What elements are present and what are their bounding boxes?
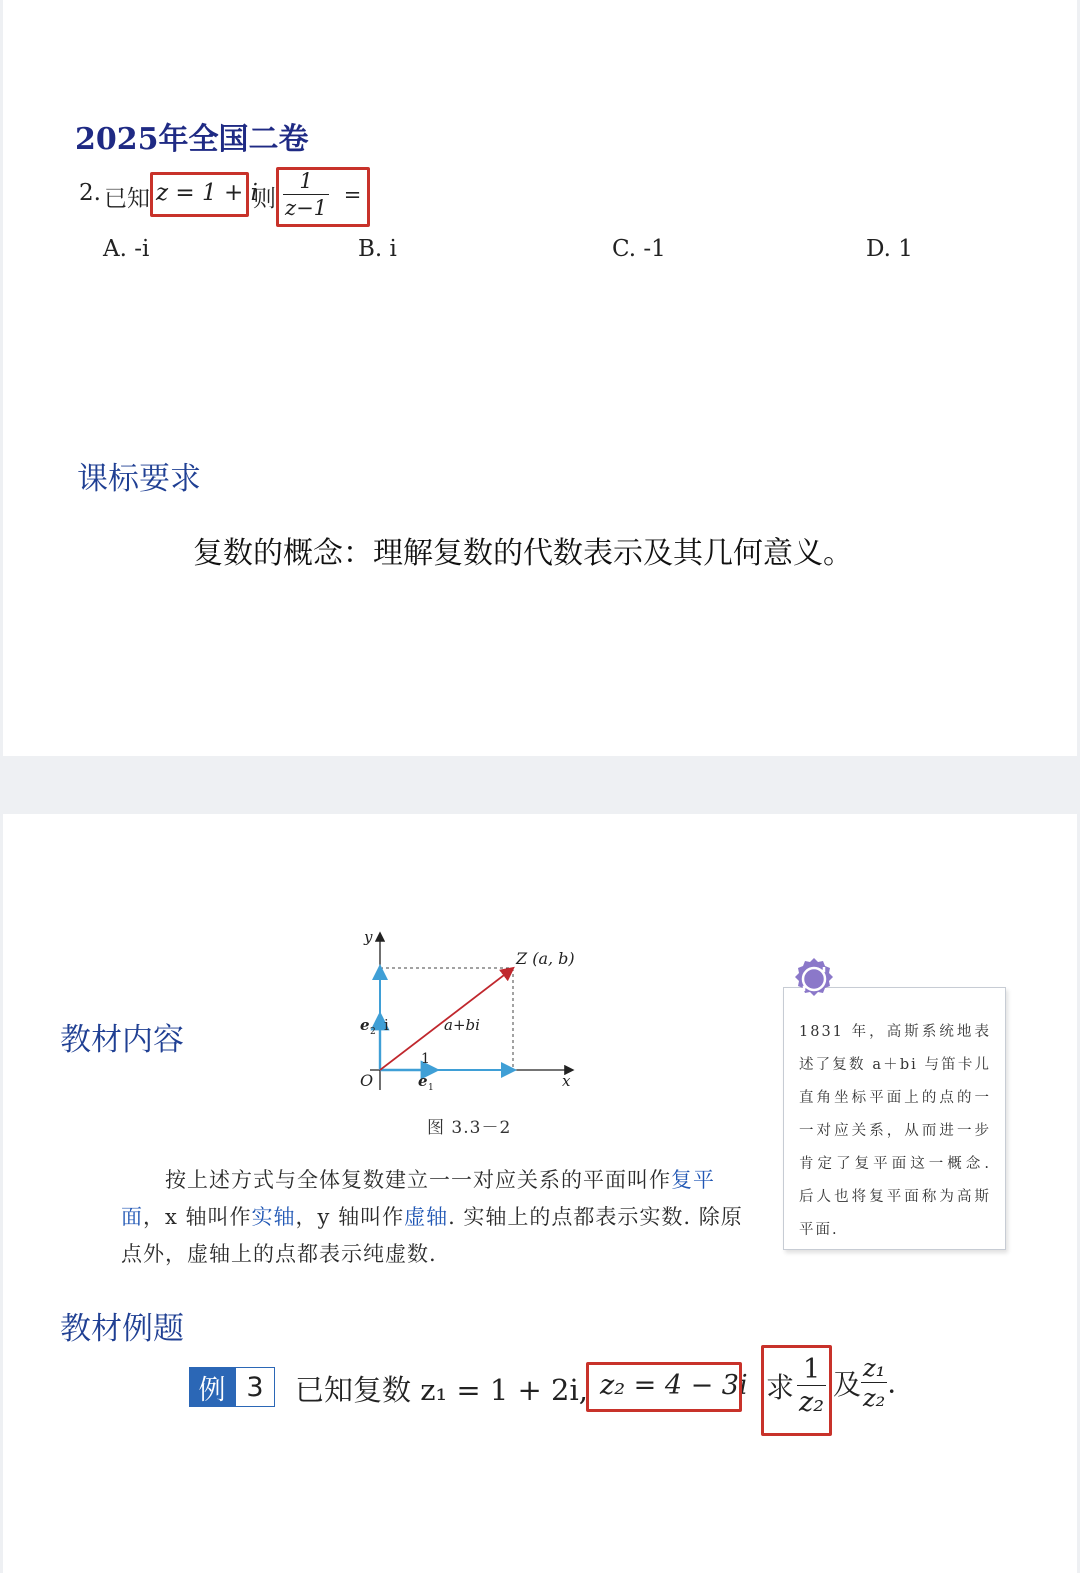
example-badge-label: 例 — [189, 1367, 235, 1407]
highlight-box-fraction — [276, 167, 370, 227]
option-c: C. -1 — [612, 236, 666, 262]
example-ask: 求 — [766, 1371, 795, 1404]
question-connector: 则 — [253, 186, 276, 212]
highlight-box-given — [150, 172, 249, 217]
option-d: D. 1 — [866, 236, 913, 262]
example-z2-expression: z₂ = 4 − 3i — [600, 1370, 748, 1401]
e2-label: e — [360, 1016, 370, 1034]
i-label: i — [384, 1016, 389, 1034]
highlight-box-z2 — [586, 1362, 742, 1412]
e2-subscript: 2 — [370, 1027, 376, 1037]
example-second-group — [833, 1356, 896, 1410]
term-imaginary-axis: 虚轴 — [404, 1205, 449, 1229]
option-b: B. i — [358, 236, 397, 262]
e1-label: e — [418, 1072, 428, 1090]
example-text: 已知复数 z₁ = 1 + 2i, — [295, 1373, 588, 1407]
example-title: 教材例题 — [60, 1311, 184, 1347]
highlight-box-reciprocal — [761, 1345, 832, 1436]
question-number: 2. — [79, 180, 101, 206]
given-expression: z = 1 + i — [156, 180, 258, 206]
example-and: 及 — [833, 1368, 862, 1401]
x-label: x — [562, 1072, 571, 1090]
example-badge-number: 3 — [235, 1367, 275, 1407]
fraction-numerator: 1 — [299, 169, 313, 193]
e1-subscript: 1 — [428, 1083, 434, 1093]
question-prefix: 已知 — [104, 186, 150, 212]
standard-title: 课标要求 — [77, 461, 201, 497]
question-equals: = — [343, 183, 362, 207]
para-part-4: . 实轴上的点都表示实数. 除原点外，虚轴上的点都表示纯虚数. — [121, 1205, 743, 1266]
exam-title: 2025年全国二卷 — [75, 122, 309, 157]
point-z-label: Z (a, b) — [516, 949, 575, 968]
standard-text: 复数的概念：理解复数的代数表示及其几何意义。 — [193, 536, 853, 571]
origin-label: O — [360, 1071, 374, 1090]
fraction-denominator: z−1 — [285, 196, 328, 220]
complex-plane-figure — [340, 920, 600, 1100]
frac1-denominator: z₂ — [799, 1387, 825, 1418]
one-label: 1 — [421, 1051, 430, 1067]
refresh-badge-icon — [791, 956, 837, 1002]
example-end: . — [887, 1366, 897, 1400]
para-part-3: ，y 轴叫作 — [295, 1205, 405, 1229]
para-part-1: 按上述方式与全体复数建立一一对应关系的平面叫作 — [165, 1168, 671, 1192]
option-a: A. -i — [103, 236, 150, 262]
example-badge — [189, 1367, 275, 1407]
frac1-numerator: 1 — [802, 1354, 821, 1385]
y-label: y — [364, 928, 373, 946]
frac2-numerator: z₁ — [863, 1354, 886, 1382]
term-real-axis: 实轴 — [251, 1205, 296, 1229]
side-note-card — [783, 987, 1006, 1250]
content-title: 教材内容 — [60, 1022, 184, 1058]
term-complex-plane: 复平面 — [121, 1168, 715, 1229]
textbook-paragraph — [121, 1162, 751, 1273]
para-part-2: ，x 轴叫作 — [143, 1205, 252, 1229]
figure-caption: 图 3.3－2 — [427, 1118, 512, 1138]
side-note-text: 1831 年，高斯系统地表述了复数 a＋bi 与笛卡儿直角坐标平面上的点的一一对应关系，从而进一步肯定了复平面这一概念. 后人也将复平面称为高斯平面. — [799, 1024, 991, 1238]
frac2-denominator: z₂ — [863, 1384, 886, 1412]
vector-label: a+bi — [444, 1016, 480, 1034]
